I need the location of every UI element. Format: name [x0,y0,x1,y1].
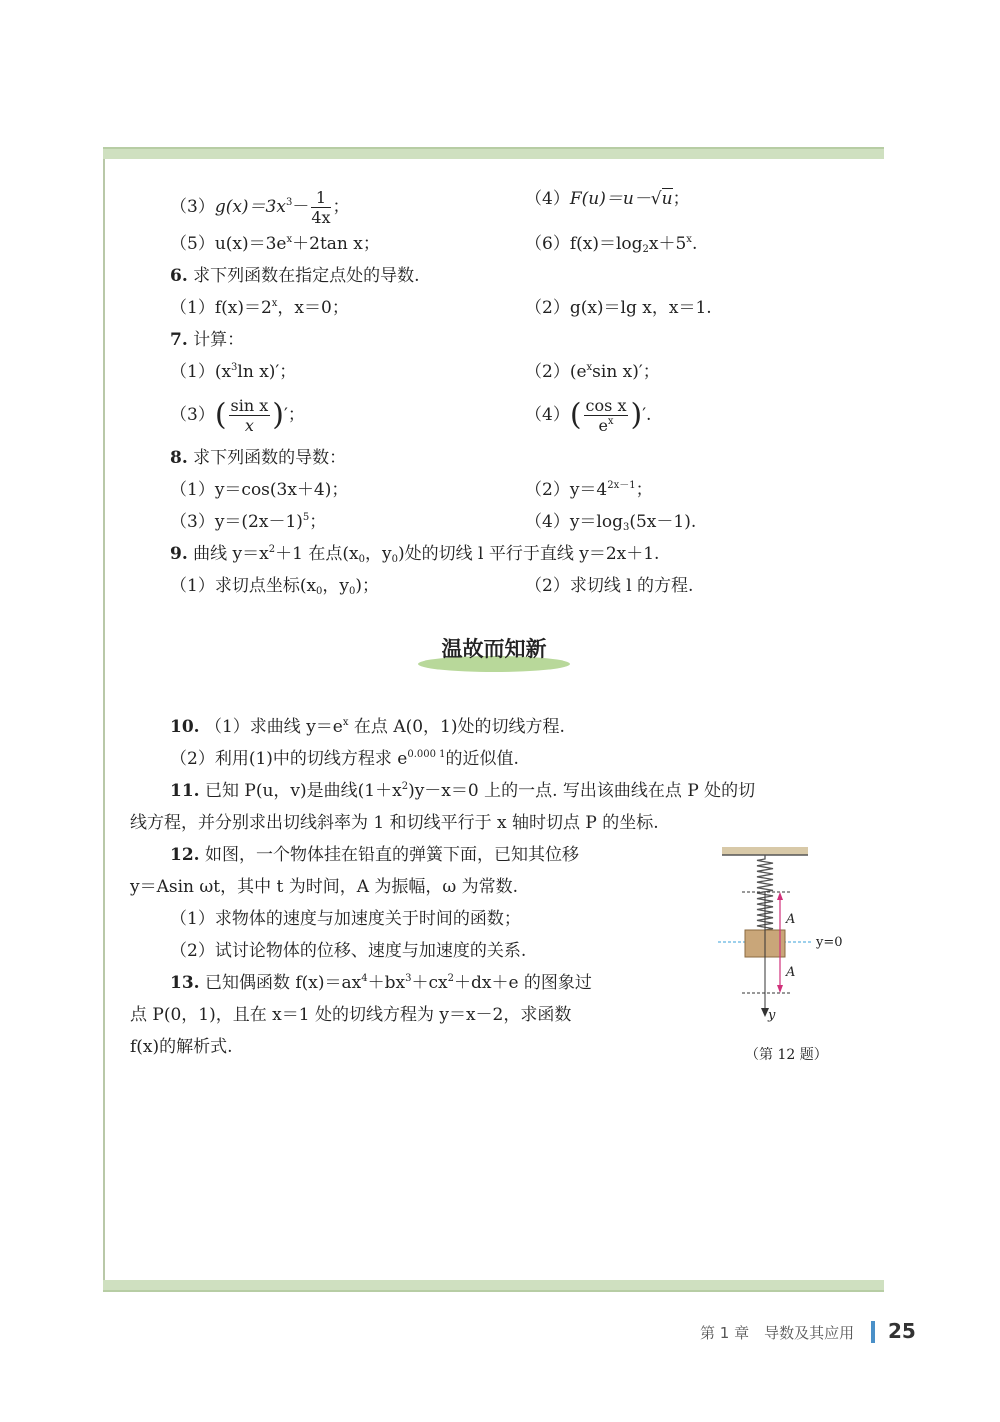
ex7-item-4: （4）( $\frac{\text{cos x}}{e^x}$ )′. [525,396,652,435]
ex13-line-2: 点 P(0，1)，且在 x＝1 处的切线方程为 y＝x－2，求函数 [130,1005,572,1025]
fraction: $\frac{1}{4x}$ [311,188,331,227]
ex5-item-3: $(3)g(x)=3x^3-$ $\frac{1}{4x}$ ； [170,188,350,227]
figure-caption: （第 12 题） [745,1047,828,1063]
ex12-line-1: 12. 如图，一个物体挂在铅直的弹簧下面，已知其位移 [170,845,579,865]
ex5-item-5: $(5)u(x)=3e^x+2\tan$ x； [170,234,380,254]
ex12-item-2: （2）试讨论物体的位移、速度与加速度的关系. [170,941,527,961]
label-a-bottom: A [786,965,796,980]
label-y0: y=0 [816,935,843,950]
amplitude-arrowhead-up [777,892,783,900]
ex9-item-1: （1）求切点坐标($x_0$，$y_0$)； [170,576,380,597]
ex5-item-4: （4）F(u)＝u－√u； [525,189,690,209]
ex11-line-2: 线方程，并分别求出切线斜率为 1 和切线平行于 x 轴时切点 P 的坐标. [130,813,659,833]
amplitude-arrowhead-down [777,985,783,993]
spring-figure [710,845,860,1030]
ex10-line-2: （2）利用(1)中的切线方程求 $e^{0.000 1}$的近似值. [170,749,519,769]
ex8-item-3: $(3)y=(2x-1)^5$； [170,512,327,532]
ex6-title: 6. 求下列函数在指定点处的导数. [170,266,420,286]
ceiling [722,847,808,855]
bottom-border-bar [103,1280,884,1292]
ex6-item-2: （2）g(x)＝lg x，x＝1. [525,298,712,318]
chapter-label: 第 1 章 导数及其应用 [700,1324,855,1342]
footer-accent-bar [871,1321,875,1343]
ex7-item-2: $(2)(e^x\sin$ x)′； [525,362,660,382]
ex13-line-1: 13. 已知偶函数 $f(x)=ax^4+bx^3+cx^2+dx+e$ 的图象过 [170,973,592,993]
top-border-bar [103,147,884,159]
ex5-item-6: $(6)f(x)=\log_2x+5^x$. [525,234,698,255]
ex9-item-2: （2）求切线 l 的方程. [525,576,694,596]
label-a-top: A [786,912,796,927]
ex7-title: 7. 计算： [170,330,245,350]
ex10-line-1: 10. （1）求曲线 $y=e^x$ 在点 A(0，1)处的切线方程. [170,717,565,737]
ex8-item-1: （1）y＝cos(3x＋4)； [170,480,349,500]
ex12-line-2: y＝Asin ωt，其中 t 为时间，A 为振幅，ω 为常数. [130,877,519,897]
ex8-item-4: $(4)y=\log_3(5x-1)$. [525,512,697,533]
ex9-title: 9. 曲线 $y=x^2+1$ 在点($x_0$，$y_0$)处的切线 l 平行于直线 y＝2x＋1. [170,544,660,565]
ex8-item-2: $(2)y=4^{2x-1}$； [525,480,653,500]
ex7-item-3: （3）( $\frac{\text{sin x}}{x}$ )′； [170,396,305,435]
section-heading [418,632,570,670]
label-y: y [768,1008,776,1023]
ex11-line-1: 11. 已知 P(u，v)是曲线$(1+x^2)y-x=0$ 上的一点. 写出该曲线在点 P 处的切 [170,781,756,801]
ex13-line-3: f(x)的解析式. [130,1037,233,1057]
ex6-item-1: $(1)f(x)=2^x$，x＝0； [170,298,349,318]
section-heading-text: 温故而知新 [441,637,547,661]
page-number: 25 [888,1319,916,1343]
ex8-title: 8. 求下列函数的导数： [170,448,347,468]
ex7-item-1: $(1)(x^3\ln$ x)′； [170,362,297,382]
ex12-item-1: （1）求物体的速度与加速度关于时间的函数； [170,909,521,929]
